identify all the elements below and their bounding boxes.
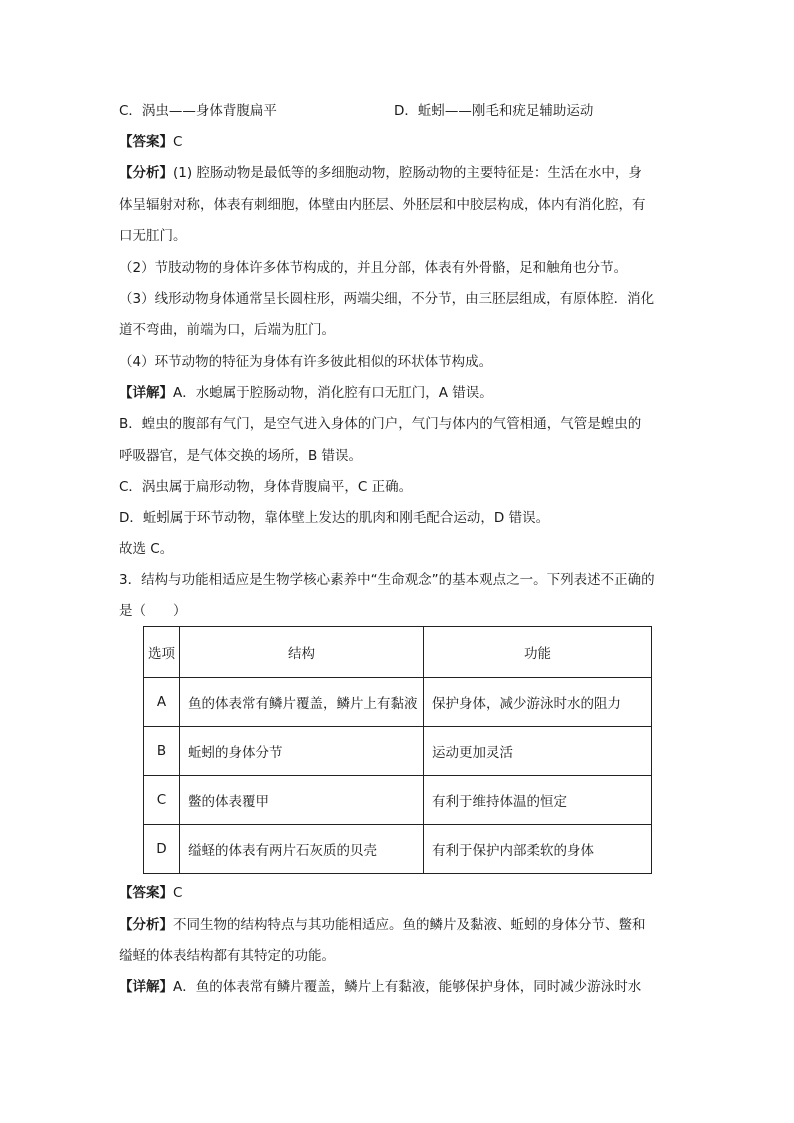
detail-text: D．蚯蚓属于环节动物，靠体壁上发达的肌肉和刚毛配合运动，D 错误。 <box>119 510 550 526</box>
q2-analysis-line-6 <box>119 320 335 340</box>
q3-analysis-line-2 <box>119 946 335 966</box>
table-row <box>144 825 652 874</box>
analysis-text: 道不弯曲，前端为口，后端为肛门。 <box>119 322 335 338</box>
detail-text: B．蝗虫的腹部有气门，是空气进入身体的门户，气门与体内的气管相通，气管是蝗虫的 <box>119 416 642 432</box>
analysis-text: 体呈辐射对称，体表有刺细胞，体壁由内胚层、外胚层和中胶层构成，体内有消化腔，有 <box>119 197 646 213</box>
row-function: 运动更加灵活 <box>424 727 652 776</box>
q2-analysis-line-2 <box>119 195 646 215</box>
header-structure: 结构 <box>180 627 424 678</box>
option-c-text: C．涡虫——身体背腹扁平 <box>119 103 277 119</box>
row-option: B <box>144 727 180 776</box>
detail-text: C．涡虫属于扁形动物，身体背腹扁平，C 正确。 <box>119 479 413 495</box>
option-d-text: D．蚯蚓——刚毛和疣足辅助运动 <box>394 103 594 119</box>
answer-tag: 【答案】 <box>119 134 173 150</box>
q3-stem-line-2 <box>119 601 187 621</box>
table-header-row <box>144 627 652 678</box>
detail-text: A．水螅属于腔肠动物，消化腔有口无肛门，A 错误。 <box>173 385 493 401</box>
q2-detail-line-5 <box>119 508 549 528</box>
q2-analysis-line-4 <box>119 258 627 278</box>
q3-detail-line-1 <box>119 977 641 997</box>
options-table <box>143 626 652 874</box>
header-function: 功能 <box>424 627 652 678</box>
row-option: A <box>144 678 180 727</box>
row-structure: 鳖的体表覆甲 <box>180 776 424 825</box>
q2-detail-line-4 <box>119 477 412 497</box>
option-d-line <box>394 101 593 121</box>
option-c-line <box>119 101 277 121</box>
detail-text: 呼吸器官，是气体交换的场所，B 错误。 <box>119 448 363 464</box>
analysis-text: (1) 腔肠动物是最低等的多细胞动物，腔肠动物的主要特征是：生活在水中，身 <box>173 165 642 181</box>
analysis-text: （2）节肢动物的身体许多体节构成的，并且分部，体表有外骨骼，足和触角也分节。 <box>119 260 628 276</box>
question-stem: 3．结构与功能相适应是生物学核心素养中“生命观念”的基本观点之一。下列表述不正确的 <box>119 572 655 588</box>
table-row <box>144 678 652 727</box>
row-option: D <box>144 825 180 874</box>
q2-detail-line-2 <box>119 414 641 434</box>
row-option: C <box>144 776 180 825</box>
row-structure: 鱼的体表常有鳞片覆盖，鳞片上有黏液 <box>180 678 424 727</box>
answer-value: C <box>173 134 183 150</box>
q2-detail-line-3 <box>119 446 362 466</box>
q2-analysis-line-1 <box>119 163 642 183</box>
analysis-tag: 【分析】 <box>119 165 173 181</box>
analysis-tag: 【分析】 <box>119 917 173 933</box>
q2-analysis-line-7 <box>119 352 492 372</box>
row-structure: 蚯蚓的身体分节 <box>180 727 424 776</box>
detail-tag: 【详解】 <box>119 385 173 401</box>
detail-tag: 【详解】 <box>119 979 173 995</box>
answer-value: C <box>173 885 183 901</box>
analysis-text: 缢蛏的体表结构都有其特定的功能。 <box>119 948 335 964</box>
question-stem: 是（ ） <box>119 603 187 619</box>
q3-analysis-line-1 <box>119 915 646 935</box>
q2-detail-line-1 <box>119 383 493 403</box>
q3-stem-line-1 <box>119 570 655 590</box>
answer-tag: 【答案】 <box>119 885 173 901</box>
q3-answer <box>119 883 182 903</box>
q2-answer <box>119 132 182 152</box>
row-function: 有利于维持体温的恒定 <box>424 776 652 825</box>
analysis-text: （4）环节动物的特征为身体有许多彼此相似的环状体节构成。 <box>119 354 493 370</box>
row-structure: 缢蛏的体表有两片石灰质的贝壳 <box>180 825 424 874</box>
analysis-text: 口无肛门。 <box>119 228 187 244</box>
row-function: 有利于保护内部柔软的身体 <box>424 825 652 874</box>
q2-analysis-line-5 <box>119 289 654 309</box>
conclusion-text: 故选 C。 <box>119 541 174 557</box>
q2-conclusion <box>119 539 173 559</box>
detail-text: A．鱼的体表常有鳞片覆盖，鳞片上有黏液，能够保护身体，同时减少游泳时水 <box>173 979 642 995</box>
row-function: 保护身体，减少游泳时水的阻力 <box>424 678 652 727</box>
q2-analysis-line-3 <box>119 226 187 246</box>
header-option: 选项 <box>144 627 180 678</box>
analysis-text: 不同生物的结构特点与其功能相适应。鱼的鳞片及黏液、蚯蚓的身体分节、鳖和 <box>173 917 646 933</box>
table-row <box>144 727 652 776</box>
analysis-text: （3）线形动物身体通常呈长圆柱形，两端尖细，不分节，由三胚层组成，有原体腔．消化 <box>119 291 655 307</box>
table-row <box>144 776 652 825</box>
